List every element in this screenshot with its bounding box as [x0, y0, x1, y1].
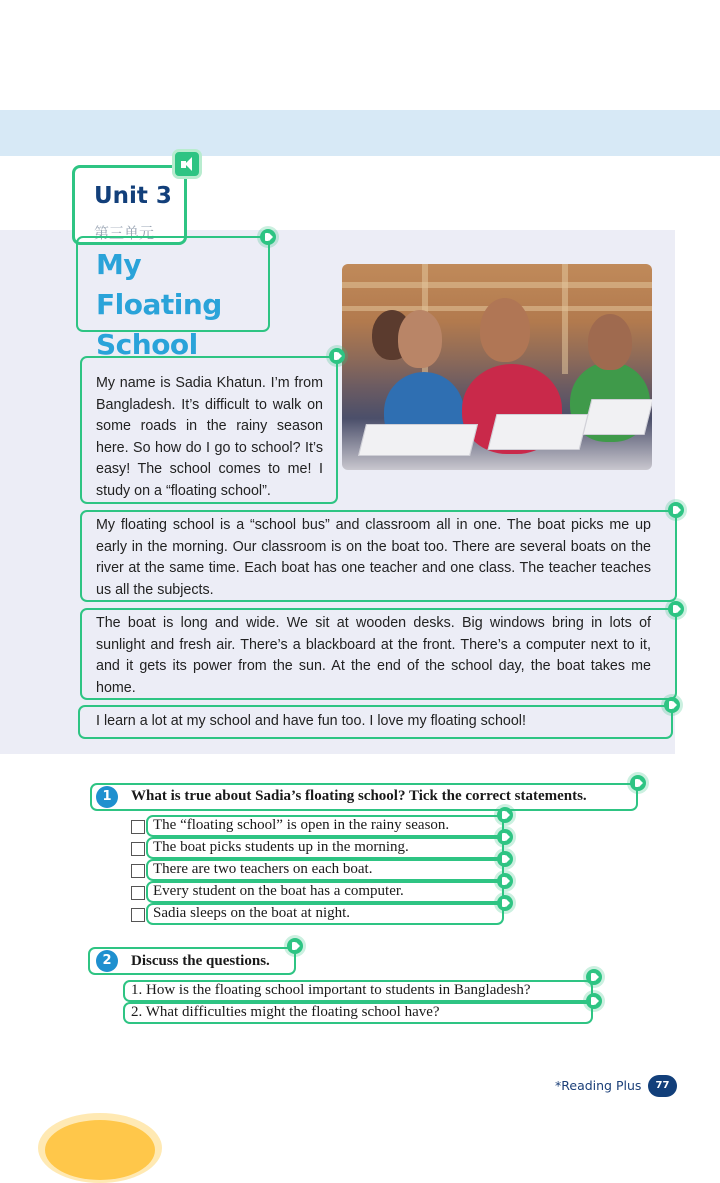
story-title-line2: School	[96, 328, 198, 361]
play-audio-icon[interactable]	[497, 895, 513, 911]
play-audio-icon[interactable]	[630, 775, 646, 791]
play-audio-icon[interactable]	[329, 348, 345, 364]
option-1-text: The “floating school” is open in the rainy season.	[153, 817, 450, 833]
play-audio-icon[interactable]	[497, 873, 513, 889]
paragraph-3: The boat is long and wide. We sit at wooden desks. Big windows bring in lots of sunlight and fresh air. There’s a blackboard at the front. There’s a computer next to it, and it gets its power from the sun. At the end of the school day, the boat takes me home.	[96, 615, 651, 696]
option-5-text: Sadia sleeps on the boat at night.	[153, 905, 351, 921]
exercise-2-number: 2	[96, 950, 118, 972]
play-audio-icon[interactable]	[497, 829, 513, 845]
play-audio-icon[interactable]	[668, 601, 684, 617]
page-number: 77	[648, 1075, 677, 1097]
roof-pole	[562, 264, 568, 374]
option-3-text: There are two teachers on each boat.	[153, 861, 373, 877]
classroom-photo	[342, 264, 652, 470]
option-1-checkbox[interactable]	[131, 820, 145, 834]
option-2-text: The boat picks students up in the morning.	[153, 839, 409, 855]
paragraph-2: My floating school is a “school bus” and classroom all in one. The boat picks me up early in the morning. Our classroom is on the boat too. There are several boats on the river at the same time. Each boat has one teacher and one class. The teacher teaches us all the subjects.	[96, 517, 651, 598]
student-figure	[480, 298, 530, 362]
discussion-question-1: 1. How is the floating school important to students in Bangladesh?	[131, 982, 531, 998]
option-5-checkbox[interactable]	[131, 908, 145, 922]
play-audio-icon[interactable]	[668, 502, 684, 518]
exercise-1-question: What is true about Sadia’s floating school? Tick the correct statements.	[131, 788, 587, 804]
book	[488, 414, 589, 450]
play-audio-icon[interactable]	[287, 938, 303, 954]
play-audio-icon[interactable]	[497, 851, 513, 867]
unit-title: Unit 3	[94, 183, 172, 209]
header-band	[0, 110, 720, 156]
play-audio-icon[interactable]	[586, 969, 602, 985]
student-figure	[588, 314, 632, 370]
book	[358, 424, 478, 456]
corner-decoration	[45, 1120, 155, 1180]
paragraph-1: My name is Sadia Khatun. I’m from Bangladesh. It’s difficult to walk on some roads in the rainy season here. So how do I go to school? It’s easy! The school comes to me! I study on a “floating school”.	[96, 375, 323, 499]
discussion-question-2: 2. What difficulties might the floating school have?	[131, 1004, 440, 1020]
exercise-2-title: Discuss the questions.	[131, 953, 270, 969]
option-4-checkbox[interactable]	[131, 886, 145, 900]
story-title	[96, 245, 266, 365]
speaker-icon[interactable]	[172, 149, 202, 179]
section-label: *Reading Plus	[555, 1078, 642, 1093]
play-audio-icon[interactable]	[586, 993, 602, 1009]
option-2-checkbox[interactable]	[131, 842, 145, 856]
roof-beam	[342, 282, 652, 288]
paragraph-4: I learn a lot at my school and have fun too. I love my floating school!	[96, 713, 526, 729]
option-3-checkbox[interactable]	[131, 864, 145, 878]
unit-chinese-title: 第三单元	[94, 224, 155, 242]
exercise-1-number: 1	[96, 786, 118, 808]
play-audio-icon[interactable]	[497, 807, 513, 823]
option-4-text: Every student on the boat has a computer.	[153, 883, 404, 899]
play-audio-icon[interactable]	[664, 697, 680, 713]
student-figure	[398, 310, 442, 368]
play-audio-icon[interactable]	[260, 229, 276, 245]
story-title-line1: My Floating	[96, 248, 222, 321]
book	[583, 399, 652, 435]
